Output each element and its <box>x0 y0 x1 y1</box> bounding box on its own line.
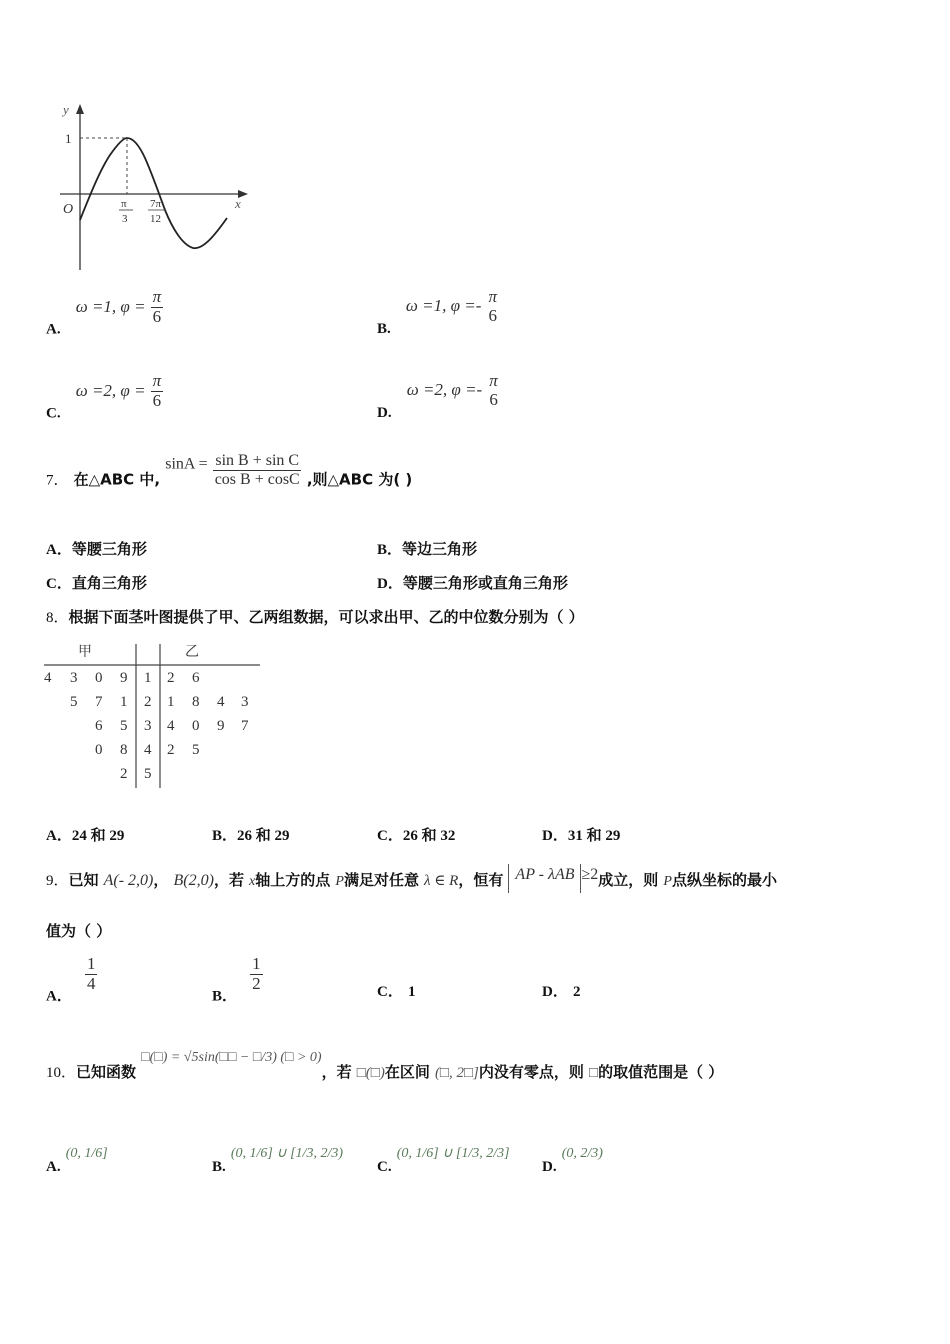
option-expression: (0, 1/6] ∪ [1/3, 2/3) <box>230 1146 343 1161</box>
fraction-denominator: cos B + cosC <box>214 470 300 488</box>
option-fraction <box>487 372 500 409</box>
option-text: 24 和 29 <box>71 828 125 844</box>
option-letter: C. <box>377 1159 392 1175</box>
leaf-right: 5 <box>192 742 200 758</box>
equation-lhs: sinA = <box>165 455 208 473</box>
q6-option-d[interactable] <box>377 372 500 422</box>
option-letter: A. <box>46 1159 61 1175</box>
question-text-pre: 在△ABC 中, <box>73 470 161 489</box>
question-text: 已知 <box>68 871 99 889</box>
question-text: 已知函数 <box>76 1063 137 1081</box>
x-tick2-num: 7π <box>150 198 162 210</box>
point-b: B(2,0) <box>173 872 214 889</box>
q6-option-a[interactable] <box>46 288 163 339</box>
fraction-denominator: 4 <box>86 973 96 993</box>
q9-option-a[interactable] <box>46 955 97 1006</box>
option-letter: D. <box>542 1159 557 1175</box>
separator: ， <box>153 871 169 889</box>
option-text: 等边三角形 <box>402 540 478 558</box>
leaf-left: 9 <box>120 670 128 686</box>
leaf-left: 5 <box>120 718 128 734</box>
fraction-numerator: 1 <box>86 954 96 973</box>
option-text: 26 和 32 <box>402 828 456 844</box>
q9-option-b[interactable] <box>212 955 263 1006</box>
leaf-left: 2 <box>120 766 128 782</box>
question-number: 8． <box>46 610 69 626</box>
q8-option-a[interactable] <box>46 824 124 845</box>
stem-value: 3 <box>144 718 152 734</box>
option-text: 1 <box>407 984 416 1000</box>
leaf-right: 3 <box>241 694 249 710</box>
stem-value: 1 <box>144 670 152 686</box>
option-letter: A． <box>46 542 72 558</box>
q6-option-c[interactable] <box>46 372 163 423</box>
q8-option-b[interactable] <box>212 824 290 845</box>
x-axis-label: x <box>235 196 241 211</box>
fraction-numerator: π <box>152 371 162 390</box>
leaf-right: 8 <box>192 694 200 710</box>
origin-label: O <box>63 202 74 217</box>
option-letter: B． <box>377 542 403 558</box>
question-text: 点纵坐标的最小 <box>671 871 777 889</box>
leaf-right: 9 <box>217 718 225 734</box>
fraction-numerator: π <box>489 371 498 390</box>
option-letter: B. <box>377 321 391 338</box>
option-fraction <box>151 288 164 326</box>
header-yi: 乙 <box>185 644 199 660</box>
var-p: P <box>335 874 344 889</box>
option-letter: B． <box>212 988 238 1005</box>
option-letter: D. <box>377 405 392 422</box>
option-expression: (0, 1/6] ∪ [1/3, 2/3] <box>396 1146 510 1161</box>
fraction-denominator: 6 <box>489 389 498 409</box>
question-text: 内没有零点，则 <box>478 1063 584 1081</box>
leaf-right: 6 <box>192 670 200 686</box>
option-letter: C． <box>377 828 403 844</box>
q6-option-b[interactable] <box>377 288 499 338</box>
leaf-right: 4 <box>217 694 225 710</box>
q8-option-c[interactable] <box>377 824 455 845</box>
omega-symbol: □ <box>589 1065 599 1081</box>
stem-value: 2 <box>144 694 152 710</box>
leaf-right: 0 <box>192 718 200 734</box>
inequality: ≥2 <box>581 866 599 883</box>
q7-option-b[interactable] <box>377 538 477 559</box>
abs-expression: AP - λAB <box>508 864 581 893</box>
q10-option-b[interactable] <box>212 1142 343 1176</box>
option-fraction <box>250 955 263 993</box>
leaf-left: 1 <box>120 694 128 710</box>
option-expr-prefix: ω =2, φ = <box>75 380 146 400</box>
q9-stem-line2 <box>46 920 111 941</box>
leaf-right: 1 <box>167 694 175 710</box>
leaf-right: 4 <box>167 718 175 734</box>
q10-stem <box>46 1046 723 1082</box>
option-expr-prefix: ω =1, φ = <box>75 296 146 316</box>
question-text: 根据下面茎叶图提供了甲、乙两组数据，可以求出甲、乙的中位数分别为（ ） <box>68 608 584 626</box>
option-text: 2 <box>572 984 581 1000</box>
leaf-left: 6 <box>95 718 103 734</box>
option-letter: C. <box>46 405 61 422</box>
option-text: 等腰三角形或直角三角形 <box>402 574 568 592</box>
interval-expression: (□, 2□] <box>434 1065 479 1081</box>
y-axis-arrow <box>76 104 84 114</box>
leaf-left: 0 <box>95 742 103 758</box>
question-text: ，若 <box>213 871 244 889</box>
q8-stem <box>46 606 584 627</box>
fraction-denominator: 6 <box>152 306 162 326</box>
x-tick1-num: π <box>121 198 127 210</box>
option-letter: B. <box>212 1159 226 1175</box>
option-letter: D． <box>542 984 568 1000</box>
sine-curve <box>80 138 227 248</box>
equation-fraction <box>213 452 302 488</box>
leaf-right: 2 <box>167 742 175 758</box>
question-number: 9． <box>46 873 69 889</box>
option-letter: C． <box>46 576 72 592</box>
x-tick1-den: 3 <box>122 213 128 225</box>
fraction-denominator: 2 <box>252 973 261 993</box>
option-text: 直角三角形 <box>71 574 147 592</box>
q8-option-d[interactable] <box>542 824 620 845</box>
fraction-numerator: sin B + sin C <box>215 452 300 469</box>
var-x: x <box>249 874 256 889</box>
q10-option-a[interactable] <box>46 1142 108 1176</box>
option-letter: B． <box>212 828 238 844</box>
question-text: 满足对任意 <box>343 871 419 889</box>
option-letter: D． <box>377 576 403 592</box>
function-fx: □(□) <box>356 1065 385 1081</box>
option-letter: C． <box>377 984 403 1000</box>
var-p: P <box>663 874 672 889</box>
stem-leaf-plot <box>40 636 265 792</box>
question-text: 值为（ ） <box>46 922 112 940</box>
q7-option-d[interactable] <box>377 572 568 593</box>
q9-stem-line1 <box>46 866 777 890</box>
lambda-in-r: λ ∈ R <box>424 873 459 889</box>
stem-value: 5 <box>144 766 152 782</box>
option-letter: A． <box>46 828 72 844</box>
sine-graph <box>55 100 255 275</box>
question-number: 10． <box>46 1065 77 1081</box>
option-fraction <box>486 288 499 325</box>
fraction-numerator: π <box>488 287 497 306</box>
option-text: 26 和 29 <box>237 828 290 844</box>
x-tick2-den: 12 <box>150 213 161 225</box>
y-tick-label: 1 <box>65 131 72 146</box>
q9-option-c[interactable] <box>377 980 415 1001</box>
question-text: 的取值范围是（ ） <box>598 1063 724 1081</box>
q7-option-c[interactable] <box>46 572 147 593</box>
y-axis-label: y <box>63 102 69 117</box>
leaf-left: 0 <box>95 670 103 686</box>
fraction-numerator: π <box>152 287 162 306</box>
fraction-denominator: 6 <box>488 305 497 325</box>
q7-stem <box>46 452 412 490</box>
stem-value: 4 <box>144 742 152 758</box>
fraction-denominator: 6 <box>152 390 162 410</box>
option-expr-prefix: ω =1, φ =- <box>405 296 482 316</box>
function-expression: □(□) = √5sin(□□ − □/3) (□ > 0) <box>141 1050 322 1065</box>
option-letter: D． <box>542 828 568 844</box>
option-text: 31 和 29 <box>567 828 621 844</box>
fraction-numerator: 1 <box>252 954 261 973</box>
option-text: 等腰三角形 <box>71 540 147 558</box>
q9-option-d[interactable] <box>542 980 580 1001</box>
option-letter: A. <box>46 321 61 338</box>
question-text: 在区间 <box>384 1063 430 1081</box>
leaf-left: 3 <box>70 670 78 686</box>
point-a: A(- 2,0) <box>103 872 154 889</box>
leaf-right: 7 <box>241 718 249 734</box>
option-expression: (0, 2/3) <box>561 1146 603 1161</box>
leaf-right: 2 <box>167 670 175 686</box>
question-text: 轴上方的点 <box>255 871 331 889</box>
q10-option-c[interactable] <box>377 1142 510 1176</box>
leaf-left: 8 <box>120 742 128 758</box>
leaf-left: 7 <box>95 694 103 710</box>
question-text-post: ,则△ABC 为( ) <box>306 470 413 489</box>
option-expression: (0, 1/6] <box>65 1146 108 1161</box>
option-expr-prefix: ω =2, φ =- <box>406 380 483 400</box>
header-jia: 甲 <box>78 644 92 660</box>
question-number: 7． <box>46 472 69 489</box>
option-fraction <box>151 372 164 410</box>
option-letter: A． <box>46 988 72 1005</box>
question-text: ，若 <box>321 1063 352 1081</box>
question-text: ，恒有 <box>458 871 504 889</box>
q7-option-a[interactable] <box>46 538 147 559</box>
question-text: 成立，则 <box>598 871 659 889</box>
leaf-left: 5 <box>70 694 78 710</box>
q10-option-d[interactable] <box>542 1142 603 1176</box>
option-fraction <box>85 955 98 993</box>
leaf-left: 4 <box>44 670 52 686</box>
